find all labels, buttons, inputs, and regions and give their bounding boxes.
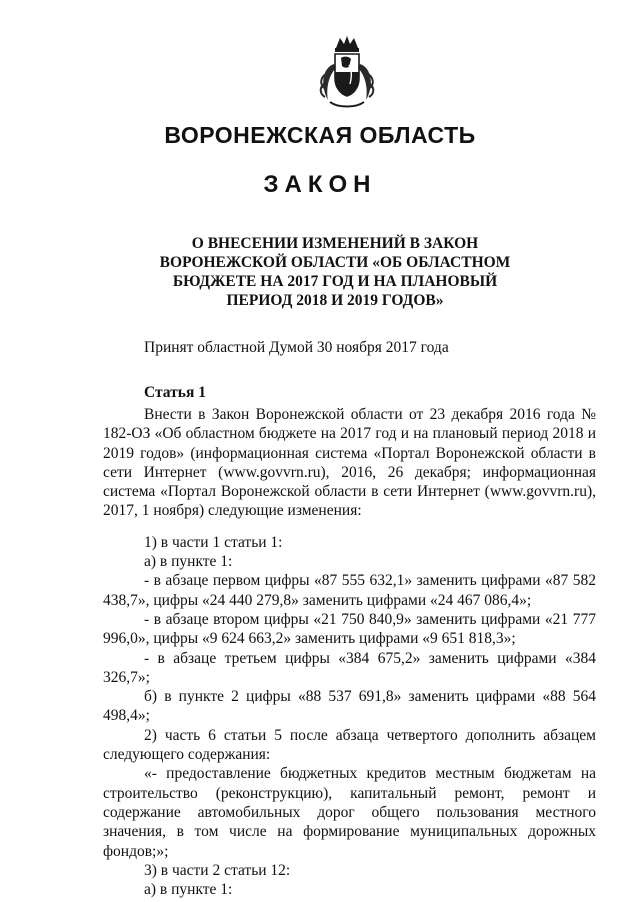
article-body <box>103 405 596 899</box>
paragraph: 1) в части 1 статьи 1: <box>144 533 283 551</box>
region-name: ВОРОНЕЖСКАЯ ОБЛАСТЬ <box>164 122 476 148</box>
law-title: О ВНЕСЕНИИ ИЗМЕНЕНИЙ В ЗАКОН ВОРОНЕЖСКОЙ ОБЛАСТИ «ОБ ОБЛАСТНОМ БЮДЖЕТЕ НА 2017 ГОД И НА ПЛАНОВЫЙ ПЕРИОД 2018 И 2019 ГОДОВ» <box>159 235 511 309</box>
paragraph: 2) часть 6 статьи 5 после абзаца четвертого дополнить абзацем следующего содержания: <box>103 726 596 764</box>
paragraph: б) в пункте 2 цифры «88 537 691,8» заменить цифрами «88 564 498,4»; <box>103 688 596 725</box>
paragraph: - в абзаце втором цифры «21 750 840,9» заменить цифрами «21 777 996,0», цифры «9 624 663,2» заменить цифрами «9 651 818,3»; <box>103 610 596 648</box>
paragraph: Внести в Закон Воронежской области от 23 декабря 2016 года № 182-ОЗ «Об областном бюджете на 2017 год и на плановый период 2018 и 2019 годов» (информационная система «Портал Воронежской области в сети Интернет (www.govvrn.ru), 2016, 26 декабря; информационная система «Портал Воронежской области в сети Интернет (www.govvrn.ru), 2017, 1 ноября) следующие изменения: <box>103 406 596 520</box>
article-heading: Статья 1 <box>144 384 206 401</box>
paragraph: - в абзаце первом цифры «87 555 632,1» заменить цифрами «87 582 438,7», цифры «24 440 279,8» заменить цифрами «24 467 086,4»; <box>103 572 596 609</box>
paragraph: а) в пункте 1: <box>144 881 233 899</box>
adoption-date: Принят областной Думой 30 ноября 2017 года <box>144 339 449 356</box>
coat-of-arms-icon <box>316 34 378 112</box>
paragraph: 3) в части 2 статьи 12: <box>144 861 291 879</box>
paragraph: а) в пункте 1: <box>144 553 233 571</box>
paragraph: - в абзаце третьем цифры «384 675,2» заменить цифрами «384 326,7»; <box>103 649 596 686</box>
paragraph: «- предоставление бюджетных кредитов местным бюджетам на строительство (реконструкцию), капитальный ремонт, ремонт и содержание автомобильных дорог общего пользования местного значения, в том числе на формирование муниципальных дорожных фондов;»; <box>103 765 596 860</box>
document-type: ЗАКОН <box>263 171 377 198</box>
